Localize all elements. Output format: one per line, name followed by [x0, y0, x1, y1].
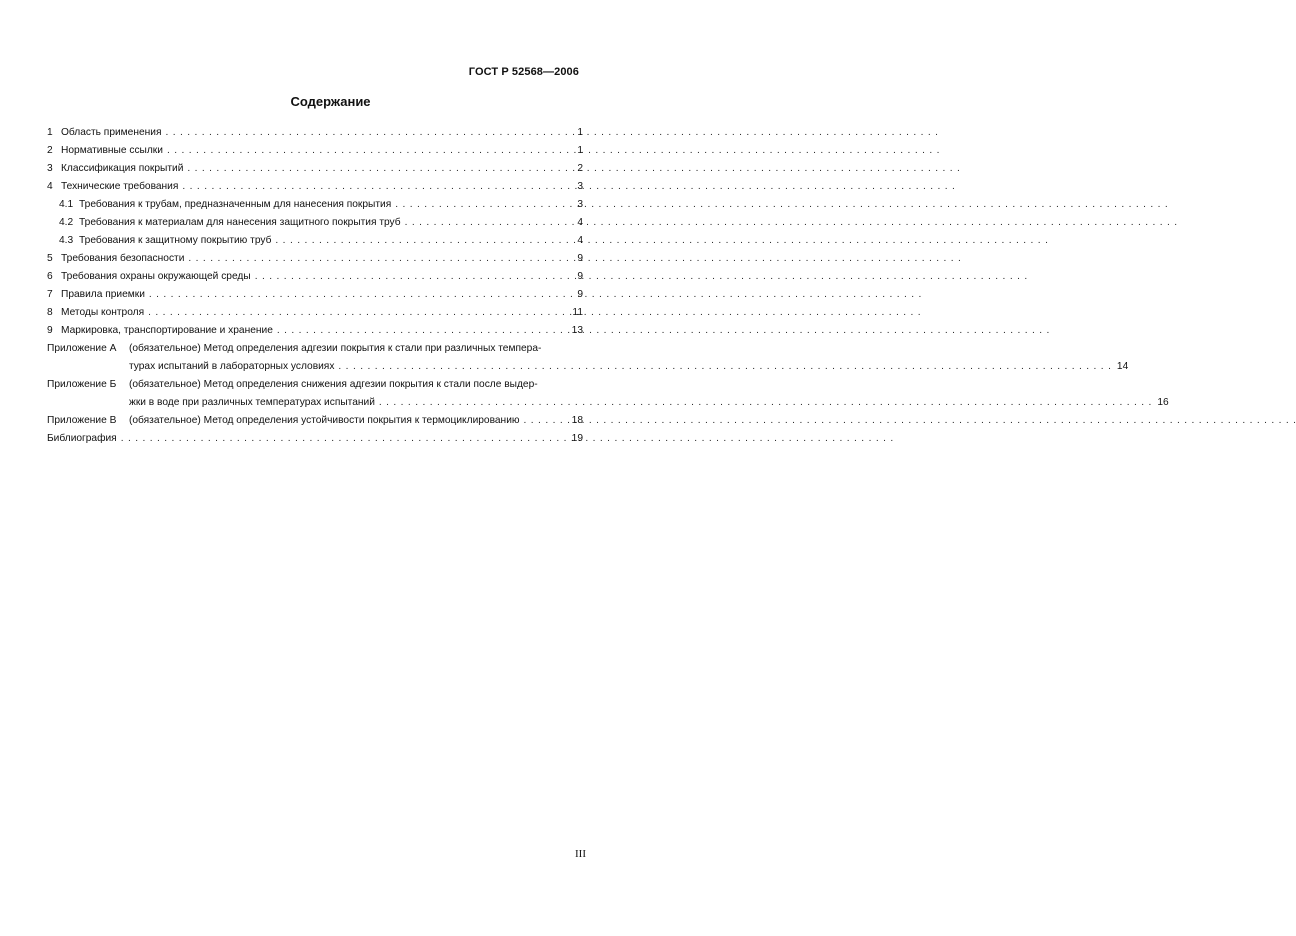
page-number: III — [575, 848, 586, 860]
toc-item-title: Требования к материалам для нанесения защитного покрытия труб — [79, 217, 401, 228]
leader-dots — [255, 268, 572, 286]
toc-item-4[interactable] — [47, 178, 583, 196]
leader-dots — [121, 430, 566, 448]
annex-label: Приложение Б — [47, 379, 117, 390]
toc-item-number: 7 — [47, 289, 53, 300]
toc-item-9[interactable] — [47, 322, 583, 340]
annex-label: Приложение А — [47, 343, 117, 354]
toc-item-1[interactable] — [47, 124, 583, 142]
toc-item-4-3[interactable] — [47, 232, 583, 250]
toc-item-page: 4 — [577, 235, 583, 246]
toc-item-title: Требования к защитному покрытию труб — [79, 235, 272, 246]
document-code: ГОСТ Р 52568—2006 — [468, 66, 579, 78]
toc-item-6[interactable] — [47, 268, 583, 286]
toc-item-number: 5 — [47, 253, 53, 264]
toc-item-page: 11 — [572, 307, 583, 318]
toc-item-4-2[interactable] — [47, 214, 583, 232]
toc-item-number: 6 — [47, 271, 53, 282]
toc-item-number: 4 — [47, 181, 53, 192]
toc-item-3[interactable] — [47, 160, 583, 178]
leader-dots — [149, 286, 571, 304]
toc-item-title: Технические требования — [61, 181, 179, 192]
toc-item-number: 4.2 — [59, 217, 74, 228]
leader-dots — [148, 304, 566, 322]
toc-item-title: Требования безопасности — [61, 253, 185, 264]
table-of-contents — [47, 124, 1169, 448]
toc-item-page: 18 — [571, 415, 583, 426]
leader-dots — [187, 160, 571, 178]
leader-dots — [165, 124, 571, 142]
toc-item-number: 1 — [47, 127, 53, 138]
leader-dots — [379, 394, 1151, 412]
toc-item-number: 3 — [47, 163, 53, 174]
leader-dots — [167, 142, 571, 160]
toc-item-page: 1 — [577, 127, 583, 138]
leader-dots — [188, 250, 571, 268]
toc-item-page: 2 — [577, 163, 583, 174]
annex-title-line1: (обязательное) Метод определения снижения адгезии покрытия к стали после выдер- — [129, 379, 538, 390]
annex-label: Приложение В — [47, 415, 117, 426]
leader-dots — [338, 358, 1110, 376]
toc-item-page: 3 — [577, 199, 583, 210]
toc-item-number: 9 — [47, 325, 53, 336]
toc-item-title: Требования к трубам, предназначенным для нанесения покрытия — [79, 199, 392, 210]
leader-dots — [395, 196, 571, 214]
annex-title-line1: (обязательное) Метод определения адгезии покрытия к стали при различных темпера- — [129, 343, 542, 354]
toc-item-title: Методы контроля — [61, 307, 145, 318]
annex-title-line1: (обязательное) Метод определения устойчивости покрытия к термоциклированию — [129, 415, 520, 426]
toc-item-title: Классификация покрытий — [61, 163, 184, 174]
toc-item-page: 16 — [1157, 397, 1169, 408]
toc-item-page: 9 — [577, 271, 583, 282]
toc-item-number: 4.3 — [59, 235, 74, 246]
toc-item-page: 9 — [577, 289, 583, 300]
leader-dots — [524, 412, 566, 430]
toc-item-5[interactable] — [47, 250, 583, 268]
leader-dots — [182, 178, 571, 196]
toc-item-page: 1 — [577, 145, 583, 156]
toc-item-title: Библиография — [47, 433, 117, 444]
toc-annex-b[interactable] — [47, 376, 1169, 412]
toc-item-title: Область применения — [61, 127, 162, 138]
toc-item-page: 14 — [1116, 361, 1129, 372]
toc-item-page: 19 — [571, 433, 583, 444]
toc-item-page: 13 — [571, 325, 583, 336]
toc-item-8[interactable] — [47, 304, 583, 322]
leader-dots — [277, 322, 566, 340]
toc-item-7[interactable] — [47, 286, 583, 304]
toc-item-title: Требования охраны окружающей среды — [61, 271, 251, 282]
toc-item-number: 8 — [47, 307, 53, 318]
toc-item-number: 4.1 — [59, 199, 74, 210]
toc-item-number: 2 — [47, 145, 53, 156]
leader-dots — [275, 232, 571, 250]
toc-item-page: 9 — [577, 253, 583, 264]
toc-item-2[interactable] — [47, 142, 583, 160]
toc-annex-a[interactable] — [47, 340, 1129, 376]
leader-dots — [405, 214, 572, 232]
toc-item-4-1[interactable] — [47, 196, 583, 214]
toc-item-title: Нормативные ссылки — [61, 145, 163, 156]
toc-item-page: 3 — [577, 181, 583, 192]
toc-bibliography[interactable] — [47, 430, 583, 448]
annex-title-line2: жки в воде при различных температурах испытаний — [129, 397, 375, 408]
toc-item-title: Маркировка, транспортирование и хранение — [61, 325, 273, 336]
toc-annex-v[interactable] — [47, 412, 583, 430]
page-title: Содержание — [290, 94, 371, 109]
toc-item-page: 4 — [577, 217, 583, 228]
toc-item-title: Правила приемки — [61, 289, 145, 300]
annex-title-line2: турах испытаний в лабораторных условиях — [129, 361, 335, 372]
